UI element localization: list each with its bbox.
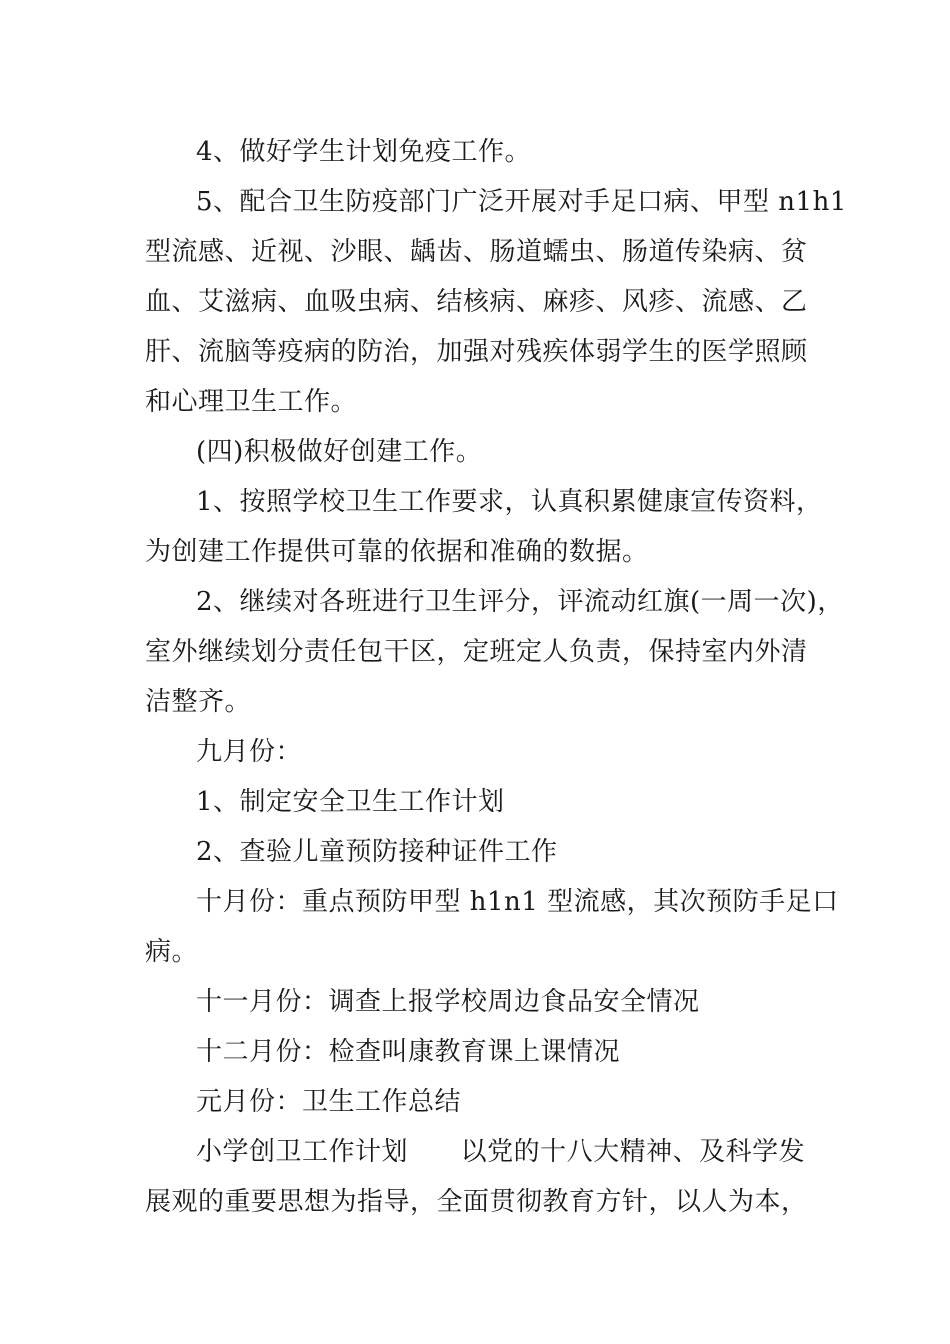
text-line: 4、做好学生计划免疫工作。 [196,137,532,167]
month-heading: 九月份： [196,737,303,767]
text-line: 5、配合卫生防疫部门广泛开展对手足口病、甲型 n1h1 [196,187,847,217]
text-line: 十二月份：检查叫康教育课上课情况 [196,1037,621,1067]
text-line: 血、艾滋病、血吸虫病、结核病、麻疹、风疹、流感、乙 [145,287,808,317]
text-line: 2、查验儿童预防接种证件工作 [196,837,558,867]
text-line: 2、继续对各班进行卫生评分，评流动红旗(一周一次)， [196,587,844,617]
text-line: 1、制定安全卫生工作计划 [196,787,505,817]
text-line: 为创建工作提供可靠的依据和准确的数据。 [145,537,649,567]
text-line: 元月份：卫生工作总结 [196,1087,462,1117]
text-line: 十一月份：调查上报学校周边食品安全情况 [196,987,700,1017]
section-heading: (四)积极做好创建工作。 [196,437,483,467]
text-line: 小学创卫工作计划 以党的十八大精神、及科学发 [196,1137,806,1167]
text-line: 洁整齐。 [145,687,252,717]
text-line: 十月份：重点预防甲型 h1n1 型流感，其次预防手足口 [196,887,839,917]
text-line: 肝、流脑等疫病的防治，加强对残疾体弱学生的医学照顾 [145,337,808,367]
text-line: 展观的重要思想为指导，全面贯彻教育方针，以人为本， [145,1187,808,1217]
text-line: 型流感、近视、沙眼、龋齿、肠道蠕虫、肠道传染病、贫 [145,237,808,267]
text-line: 和心理卫生工作。 [145,387,358,417]
text-line: 病。 [145,937,199,967]
text-line: 1、按照学校卫生工作要求，认真积累健康宣传资料， [196,487,823,517]
text-line: 室外继续划分责任包干区，定班定人负责，保持室内外清 [145,637,808,667]
